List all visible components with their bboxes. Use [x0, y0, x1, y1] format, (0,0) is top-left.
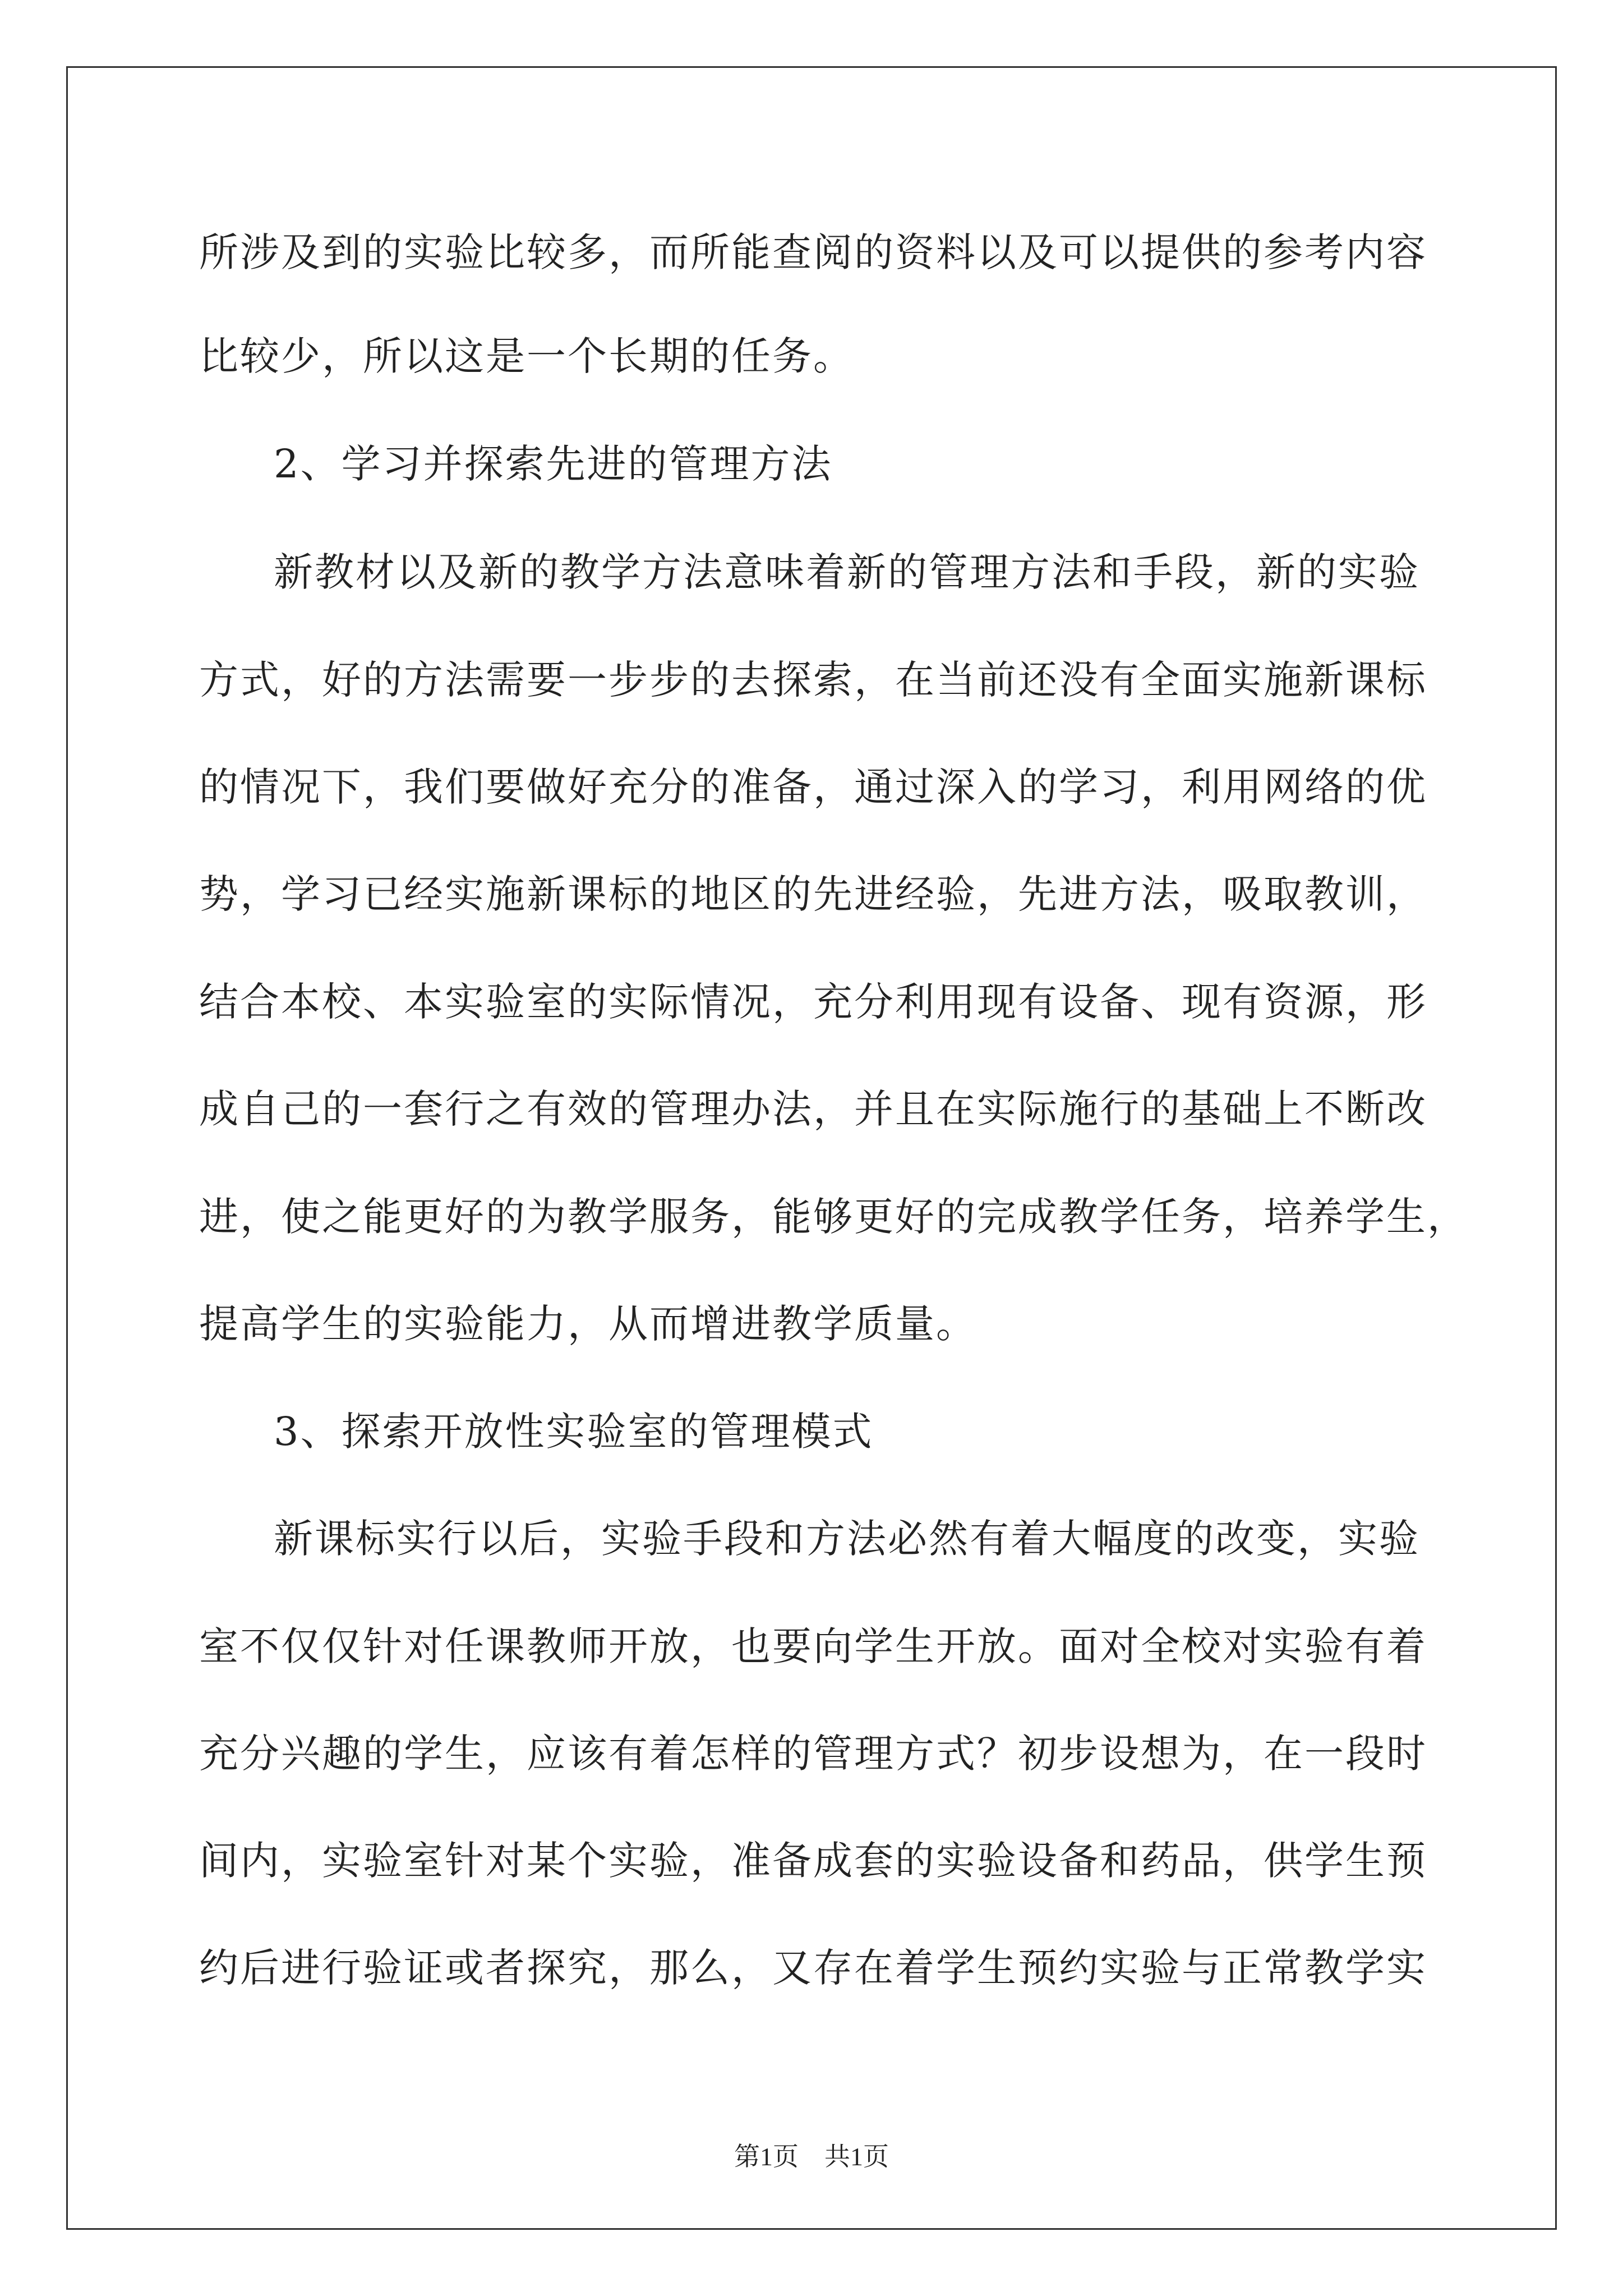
section-heading: 3、探索开放性实验室的管理模式 — [274, 1409, 874, 1455]
paragraph-line: 间内，实验室针对某个实验，准备成套的实验设备和药品，供学生预 — [199, 1838, 1427, 1884]
paragraph-line: 提高学生的实验能力，从而增进教学质量。 — [199, 1301, 977, 1347]
paragraph-line: 所涉及到的实验比较多，而所能查阅的资料以及可以提供的参考内容 — [199, 229, 1427, 275]
paragraph-line: 室不仅仅针对任课教师开放，也要向学生开放。面对全校对实验有着 — [199, 1623, 1427, 1669]
page-border — [66, 66, 1557, 2230]
paragraph-line: 方式，好的方法需要一步步的去探索，在当前还没有全面实施新课标 — [199, 657, 1427, 703]
page-footer: 第1页 共1页 — [734, 2142, 889, 2171]
paragraph-line: 势，学习已经实施新课标的地区的先进经验，先进方法，吸取教训， — [199, 871, 1427, 917]
paragraph-line: 约后进行验证或者探究，那么，又存在着学生预约实验与正常教学实 — [199, 1945, 1427, 1991]
paragraph-line: 新课标实行以后，实验手段和方法必然有着大幅度的改变，实验 — [274, 1516, 1420, 1562]
paragraph-line: 新教材以及新的教学方法意味着新的管理方法和手段，新的实验 — [274, 549, 1420, 595]
paragraph-line: 充分兴趣的学生，应该有着怎样的管理方式？初步设想为，在一段时 — [199, 1731, 1427, 1777]
paragraph-line: 结合本校、本实验室的实际情况，充分利用现有设备、现有资源，形 — [199, 979, 1427, 1025]
section-heading: 2、学习并探索先进的管理方法 — [274, 441, 833, 487]
paragraph-line: 进，使之能更好的为教学服务，能够更好的完成教学任务，培养学生， — [199, 1194, 1468, 1240]
paragraph-line: 比较少，所以这是一个长期的任务。 — [199, 333, 854, 379]
paragraph-line: 成自己的一套行之有效的管理办法，并且在实际施行的基础上不断改 — [199, 1086, 1427, 1132]
paragraph-line: 的情况下，我们要做好充分的准备，通过深入的学习，利用网络的优 — [199, 764, 1427, 810]
